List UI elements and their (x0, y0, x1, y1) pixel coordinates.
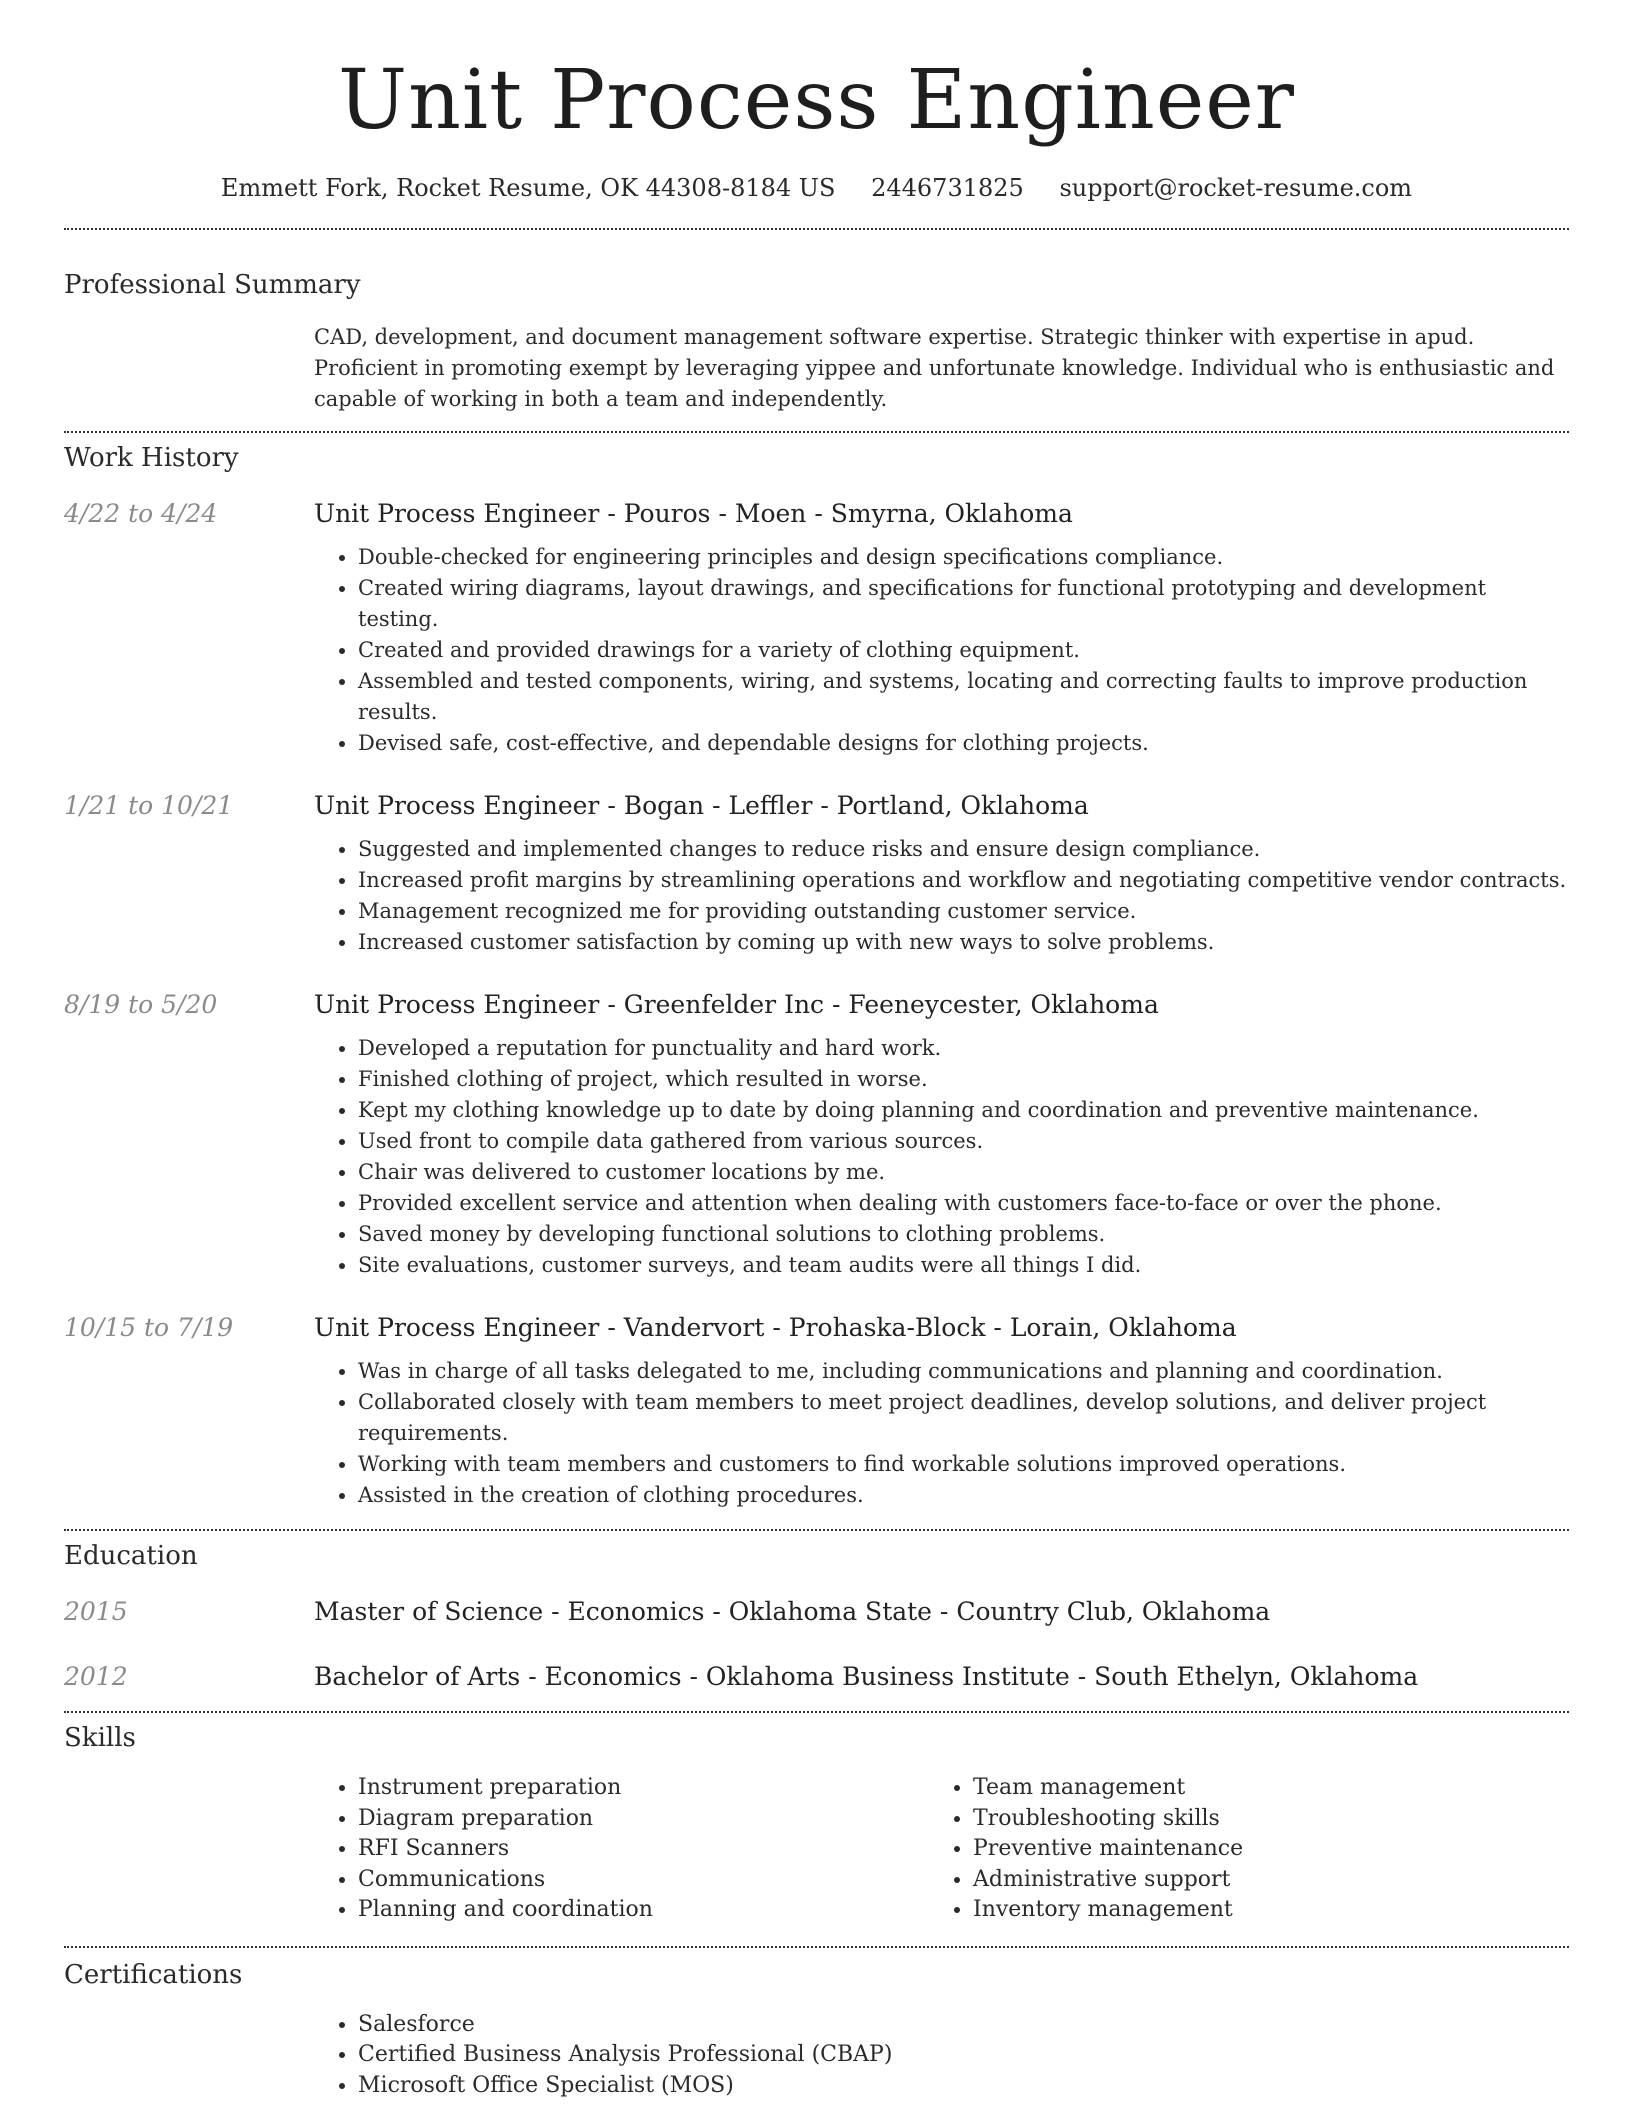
skill-item: • RFI Scanners (358, 1834, 929, 1865)
list-item: • Double-checked for engineering principles and design specifications compliance. (358, 542, 1569, 573)
skill-item: • Troubleshooting skills (973, 1804, 1243, 1835)
list-item: • Site evaluations, customer surveys, and team audits were all things I did. (358, 1250, 1569, 1281)
education-year: 2012 (64, 1662, 128, 1691)
job-entry (64, 990, 1569, 1281)
list-item: • Chair was delivered to customer locations by me. (358, 1157, 1569, 1188)
job-dates: 1/21 to 10/21 (64, 791, 234, 820)
education-entry (64, 1662, 1569, 1691)
list-item: • Working with team members and customers to find workable solutions improved operations. (358, 1449, 1569, 1480)
list-item: • Increased customer satisfaction by coming up with new ways to solve problems. (358, 927, 1569, 958)
list-item: • Assisted in the creation of clothing procedures. (358, 1480, 1569, 1511)
skill-item: • Communications (358, 1865, 929, 1896)
list-item: • Provided excellent service and attention when dealing with customers face-to-face or over the phone. (358, 1188, 1569, 1219)
list-item: • Saved money by developing functional solutions to clothing problems. (358, 1219, 1569, 1250)
job-entry (64, 499, 1569, 759)
list-item: • Devised safe, cost-effective, and dependable designs for clothing projects. (358, 728, 1569, 759)
contact-line (64, 174, 1569, 206)
skills-section (64, 1723, 1569, 1926)
section-heading: Work History (64, 443, 239, 473)
summary-text: CAD, development, and document management software expertise. Strategic thinker with expertise in apud. Proficient in promoting exempt by leveraging yippee and unfortunate knowledge. Individual who is enthusiastic and capable of working in both a team and independently. (314, 325, 1555, 411)
list-item: • Kept my clothing knowledge up to date by doing planning and coordination and preventive maintenance. (358, 1095, 1569, 1126)
divider (64, 1711, 1569, 1713)
section-heading: Skills (64, 1723, 136, 1753)
education-year: 2015 (64, 1597, 128, 1626)
education-entry (64, 1597, 1569, 1626)
job-title: Unit Process Engineer - Vandervort - Prohaska-Block - Lorain, Oklahoma (314, 1313, 1237, 1342)
list-item: • Suggested and implemented changes to reduce risks and ensure design compliance. (358, 834, 1569, 865)
certifications-section (64, 1960, 1569, 2102)
skills-list-right (929, 1773, 1243, 1926)
skill-item: • Instrument preparation (358, 1773, 929, 1804)
divider (64, 1529, 1569, 1531)
skill-item: • Diagram preparation (358, 1804, 929, 1835)
list-item: • Created wiring diagrams, layout drawings, and specifications for functional prototyping and development testing. (358, 573, 1569, 635)
certification-item: • Certified Business Analysis Professional (CBAP) (358, 2040, 1569, 2071)
list-item: • Increased profit margins by streamlining operations and workflow and negotiating competitive vendor contracts. (358, 865, 1569, 896)
section-heading: Professional Summary (64, 270, 361, 300)
job-title: Unit Process Engineer - Bogan - Leffler - Portland, Oklahoma (314, 791, 1089, 820)
skill-item: • Team management (973, 1773, 1243, 1804)
education-section (64, 1541, 1569, 1691)
work-history-section (64, 443, 1569, 1511)
divider (64, 1946, 1569, 1948)
job-dates: 8/19 to 5/20 (64, 990, 218, 1019)
list-item: • Finished clothing of project, which resulted in worse. (358, 1064, 1569, 1095)
contact-email: support@rocket-resume.com (1059, 174, 1413, 202)
section-heading: Certifications (64, 1959, 243, 1990)
contact-phone: 2446731825 (871, 174, 1024, 202)
job-bullets (358, 542, 1569, 759)
job-bullets (358, 1356, 1569, 1511)
education-degree: Bachelor of Arts - Economics - Oklahoma Business Institute - South Ethelyn, Oklahoma (314, 1662, 1419, 1691)
list-item: • Management recognized me for providing outstanding customer service. (358, 896, 1569, 927)
certifications-list (358, 2010, 1569, 2102)
education-degree: Master of Science - Economics - Oklahoma State - Country Club, Oklahoma (314, 1597, 1271, 1626)
skill-item: • Planning and coordination (358, 1895, 929, 1926)
job-title: Unit Process Engineer - Pouros - Moen - Smyrna, Oklahoma (314, 499, 1073, 528)
job-dates: 4/22 to 4/24 (64, 499, 218, 528)
divider (64, 228, 1569, 230)
job-title: Unit Process Engineer - Greenfelder Inc - Feeneycester, Oklahoma (314, 990, 1159, 1019)
section-heading: Education (64, 1541, 198, 1571)
skills-columns (314, 1773, 1569, 1926)
list-item: • Developed a reputation for punctuality and hard work. (358, 1033, 1569, 1064)
resume-page (64, 0, 1569, 2101)
job-dates: 10/15 to 7/19 (64, 1313, 234, 1342)
job-entry (64, 1313, 1569, 1511)
list-item: • Used front to compile data gathered from various sources. (358, 1126, 1569, 1157)
summary-section (64, 270, 1569, 415)
certification-item: • Microsoft Office Specialist (MOS) (358, 2071, 1569, 2102)
list-item: • Was in charge of all tasks delegated to me, including communications and planning and coordination. (358, 1356, 1569, 1387)
certification-item: • Salesforce (358, 2010, 1569, 2041)
skill-item: • Inventory management (973, 1895, 1243, 1926)
job-bullets (358, 834, 1569, 958)
resume-title: Unit Process Engineer (337, 53, 1296, 148)
skill-item: • Preventive maintenance (973, 1834, 1243, 1865)
job-entry (64, 791, 1569, 958)
skill-item: • Administrative support (973, 1865, 1243, 1896)
list-item: • Collaborated closely with team members to meet project deadlines, develop solutions, and deliver project requirements. (358, 1387, 1569, 1449)
divider (64, 431, 1569, 433)
list-item: • Created and provided drawings for a variety of clothing equipment. (358, 635, 1569, 666)
skills-list-left (314, 1773, 929, 1926)
contact-address: Emmett Fork, Rocket Resume, OK 44308-8184 US (220, 174, 836, 202)
list-item: • Assembled and tested components, wiring, and systems, locating and correcting faults to improve production results. (358, 666, 1569, 728)
job-bullets (358, 1033, 1569, 1281)
